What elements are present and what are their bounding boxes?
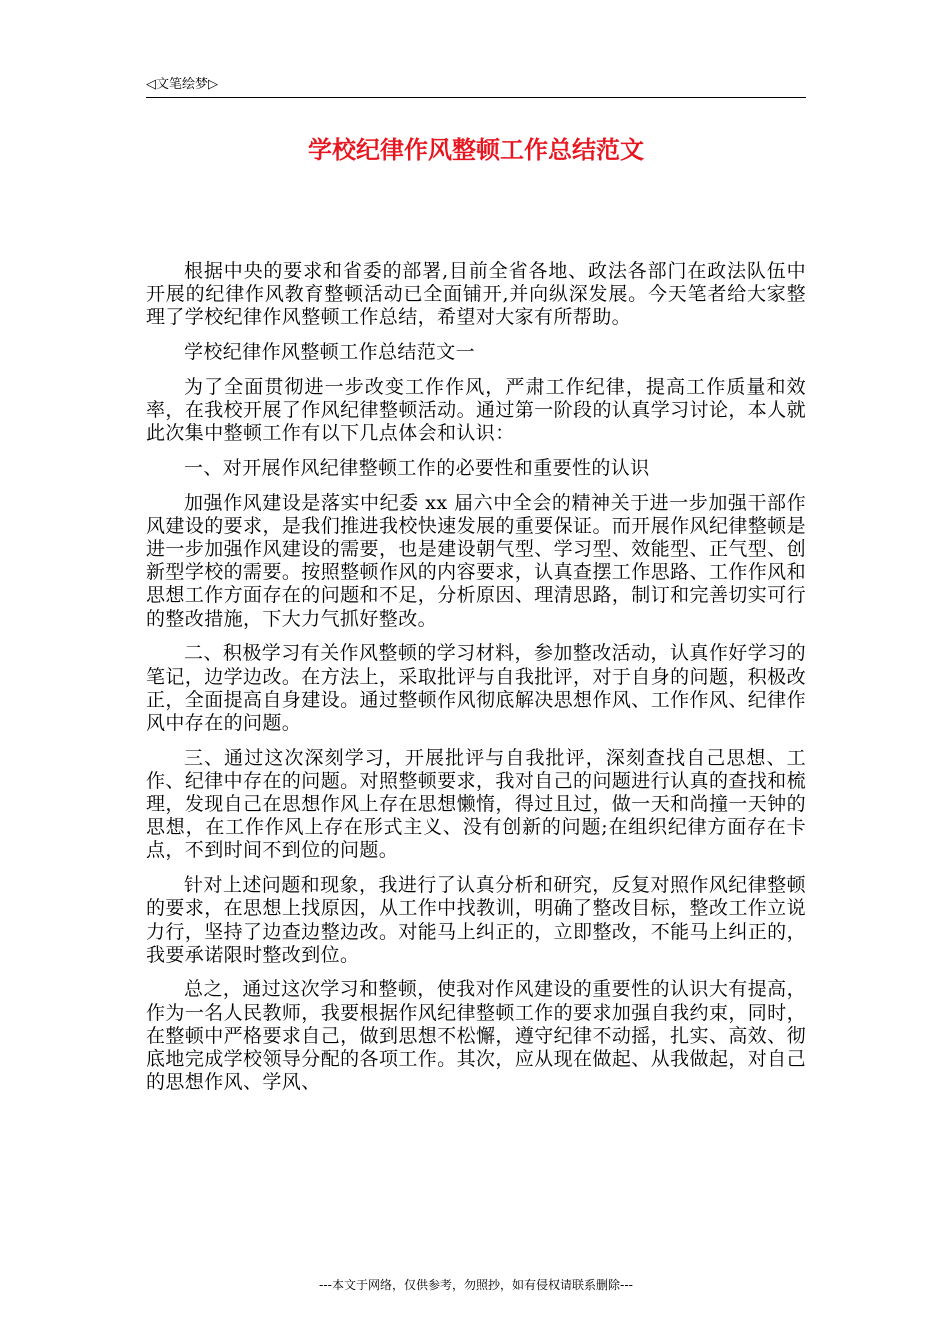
document-body [146,260,806,1106]
paragraph: 总之，通过这次学习和整顿，使我对作风建设的重要性的认识大有提高，作为一名人民教师，我要根据作风纪律整顿工作的要求加强自我约束，同时，在整顿中严格要求自己，做到思想不松懈，遵守纪律不动摇，扎实、高效、彻底地完成学校领导分配的各项工作。其次，应从现在做起、从我做起，对自己的思想作风、学风、 [146,978,806,1094]
paragraph: 为了全面贯彻进一步改变工作作风，严肃工作纪律，提高工作质量和效率，在我校开展了作风纪律整顿活动。通过第一阶段的认真学习讨论，本人就此次集中整顿工作有以下几点体会和认识： [146,375,806,445]
paragraph: 三、通过这次深刻学习，开展批评与自我批评，深刻查找自己思想、工作、纪律中存在的问题。对照整顿要求，我对自己的问题进行认真的查找和梳理，发现自己在思想作风上存在思想懒惰，得过且过，做一天和尚撞一天钟的思想，在工作作风上存在形式主义、没有创新的问题;在组织纪律方面存在卡点，不到时间不到位的问题。 [146,746,806,862]
paragraph: 加强作风建设是落实中纪委 xx 届六中全会的精神关于进一步加强干部作风建设的要求，是我们推进我校快速发展的重要保证。而开展作风纪律整顿是进一步加强作风建设的需要，也是建设朝气型、学习型、效能型、正气型、创新型学校的需要。按照整顿作风的内容要求，认真查摆工作思路、工作作风和思想工作方面存在的问题和不足，分析原因、理清思路，制订和完善切实可行的整改措施，下大力气抓好整改。 [146,491,806,630]
section-heading: 学校纪律作风整顿工作总结范文一 [184,341,476,364]
subheading-one: 一、对开展作风纪律整顿工作的必要性和重要性的认识 [184,456,650,479]
paragraph-intro: 根据中央的要求和省委的部署,目前全省各地、政法各部门在政法队伍中开展的纪律作风教育整顿活动已全面铺开,并向纵深发展。今天笔者给大家整理了学校纪律作风整顿工作总结，希望对大家有所帮助。 [146,260,806,329]
paragraph: 二、积极学习有关作风整顿的学习材料，参加整改活动，认真作好学习的笔记，边学边改。在方法上，采取批评与自我批评，对于自身的问题，积极改正，全面提高自身建设。通过整顿作风彻底解决思想作风、工作作风、纪律作风中存在的问题。 [146,642,806,734]
document-title: 学校纪律作风整顿工作总结范文 [308,136,644,164]
footer-notice: ---本文于网络，仅供参考，勿照抄，如有侵权请联系删除--- [319,1278,633,1292]
header-divider [146,97,806,98]
paragraph: 针对上述问题和现象，我进行了认真分析和研究，反复对照作风纪律整顿的要求，在思想上找原因，从工作中找教训，明确了整改目标，整改工作立说力行，坚持了边查边整边改。对能马上纠正的，立即整改，不能马上纠正的，我要承诺限时整改到位。 [146,874,806,966]
header-brand: ◁文笔绘梦▷ [146,77,218,92]
